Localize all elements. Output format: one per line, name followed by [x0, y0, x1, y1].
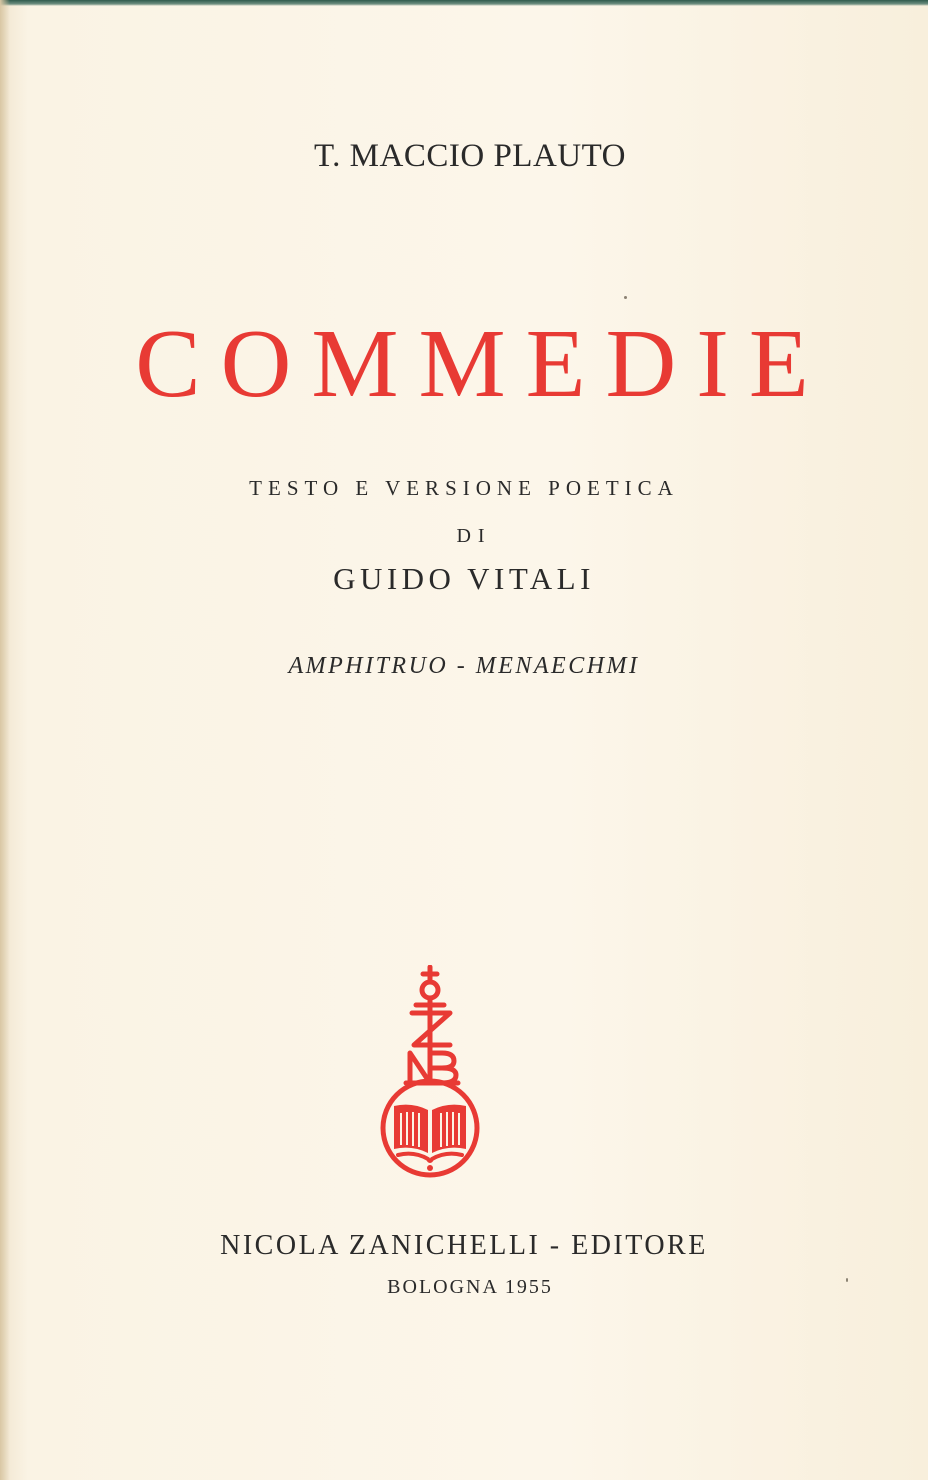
publisher-emblem-icon: [372, 965, 488, 1180]
book-title: COMMEDIE: [135, 310, 829, 418]
plays-list: AMPHITRUO - MENAECHMI: [288, 653, 640, 679]
author-name: T. MACCIO PLAUTO: [313, 138, 627, 174]
city-and-year: BOLOGNA 1955: [387, 1276, 553, 1298]
subtitle: TESTO E VERSIONE POETICA: [249, 476, 679, 500]
publisher-name: NICOLA ZANICHELLI - EDITORE: [220, 1230, 708, 1261]
book-spine-edge: [0, 0, 928, 6]
by-line: DI: [456, 525, 492, 547]
translator-name: GUIDO VITALI: [333, 561, 595, 596]
paper-speck: [846, 1278, 848, 1282]
paper-speck: [624, 296, 627, 299]
